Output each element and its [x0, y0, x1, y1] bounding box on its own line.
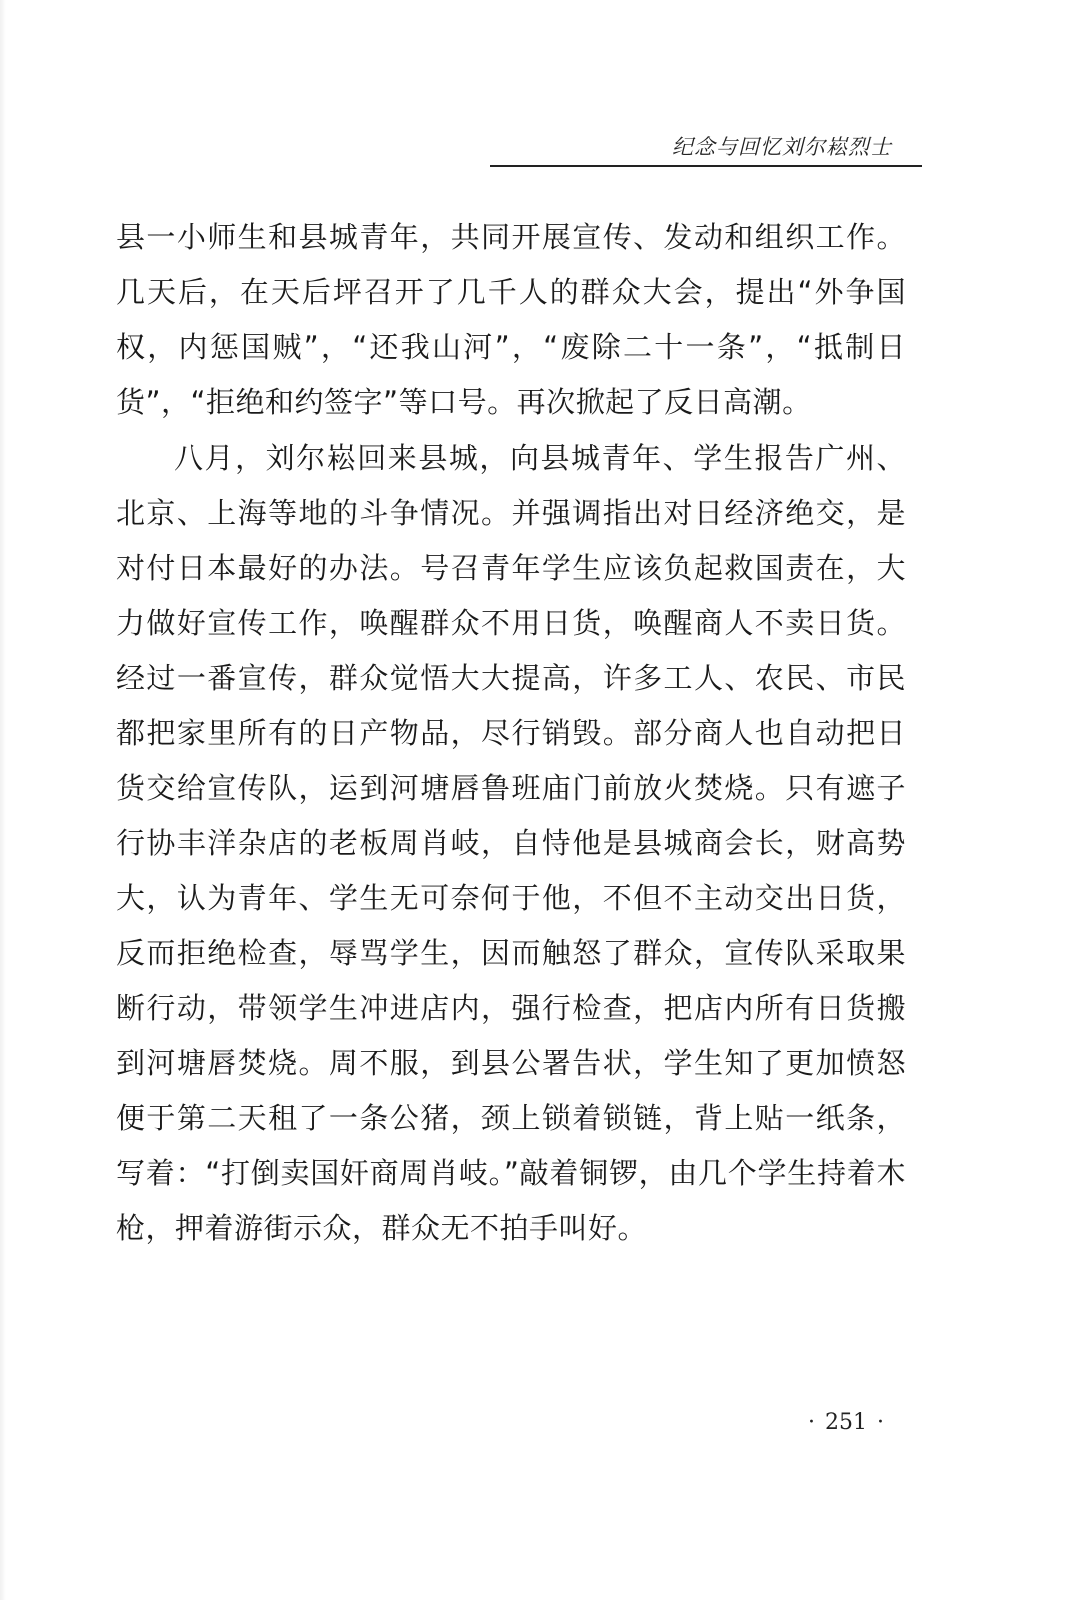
folio-dot-right: · — [877, 1410, 884, 1435]
page-number-value: 251 — [825, 1410, 867, 1435]
body-text — [116, 210, 906, 1256]
page-edge-shadow — [0, 0, 6, 1600]
paragraph: 八月，刘尔崧回来县城，向县城青年、学生报告广州、北京、上海等地的斗争情况。并强调指出对日经济绝交，是对付日本最好的办法。号召青年学生应该负起救国责在，大力做好宣传工作，唤醒群众不用日货，唤醒商人不卖日货。经过一番宣传，群众觉悟大大提高，许多工人、农民、市民都把家里所有的日产物品，尽行销毁。部分商人也自动把日货交给宣传队，运到河塘唇鲁班庙门前放火焚烧。只有遮子行协丰洋杂店的老板周肖岐，自恃他是县城商会长，财高势大，认为青年、学生无可奈何于他，不但不主动交出日货，反而拒绝检查，辱骂学生，因而触怒了群众，宣传队采取果断行动，带领学生冲进店内，强行检查，把店内所有日货搬到河塘唇焚烧。周不服，到县公署告状，学生知了更加愤怒便于第二天租了一条公猪，颈上锁着锁链，背上贴一纸条，写着：“打倒卖国奸商周肖岐。”敲着铜锣，由几个学生持着木枪，押着游街示众，群众无不拍手叫好。 — [116, 441, 906, 1245]
running-header-title: 纪念与回忆刘尔崧烈士 — [672, 135, 892, 159]
folio-dot-left: · — [808, 1410, 815, 1435]
running-header — [490, 125, 910, 169]
paragraph-continued: 县一小师生和县城青年，共同开展宣传、发动和组织工作。几天后，在天后坪召开了几千人的群众大会，提出“外争国权，内惩国贼”，“还我山河”，“废除二十一条”，“抵制日货”，“拒绝和约签字”等口号。再次掀起了反日高潮。 — [116, 220, 906, 419]
page-number — [798, 1410, 898, 1435]
header-rule — [490, 165, 922, 167]
